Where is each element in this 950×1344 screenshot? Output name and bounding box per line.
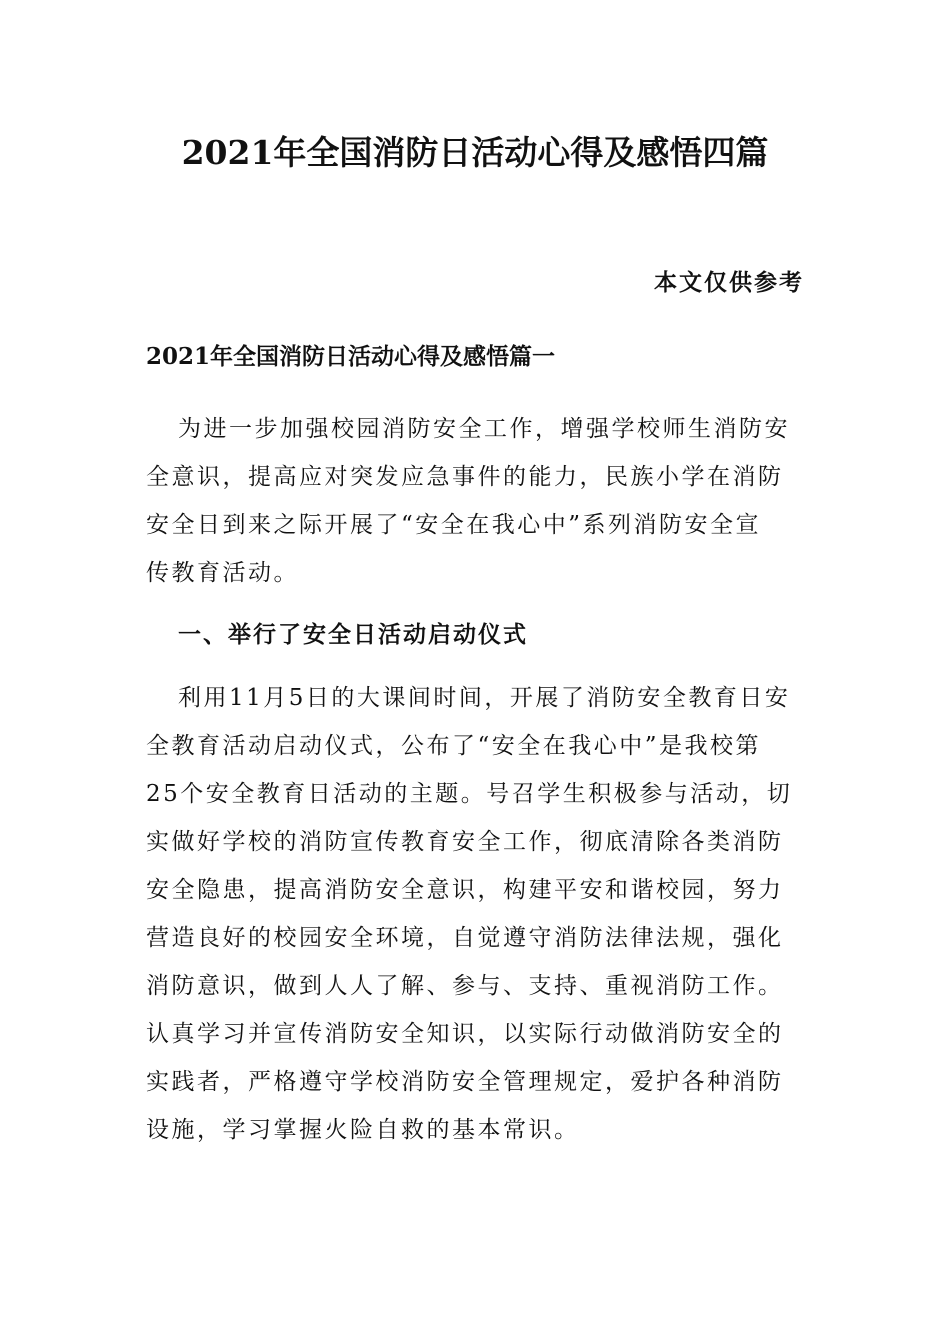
paragraph-line: 安全隐患，提高消防安全意识，构建平安和谐校园，努力 [146, 877, 784, 903]
paragraph-line: 实践者，严格遵守学校消防安全管理规定，爱护各种消防 [146, 1069, 784, 1095]
paragraph-line: 25个安全教育日活动的主题。号召学生积极参与活动，切 [146, 781, 793, 807]
paragraph-line: 设施，学习掌握火险自救的基本常识。 [146, 1117, 580, 1143]
paragraph-line: 认真学习并宣传消防安全知识，以实际行动做消防安全的 [146, 1021, 784, 1047]
article-subtitle: 2021年全国消防日活动心得及感悟篇一 [146, 343, 556, 370]
document-title: 2021年全国消防日活动心得及感悟四篇 [181, 133, 769, 172]
paragraph-line: 安全日到来之际开展了“安全在我心中”系列消防安全宣 [146, 512, 762, 538]
paragraph-line: 消防意识，做到人人了解、参与、支持、重视消防工作。 [146, 973, 784, 999]
paragraph-line: 为进一步加强校园消防安全工作，增强学校师生消防安 [178, 416, 790, 442]
paragraph-section-one [146, 674, 806, 1154]
paragraph-line: 营造良好的校园安全环境，自觉遵守消防法律法规，强化 [146, 925, 784, 951]
section-heading: 一、举行了安全日活动启动仪式 [178, 621, 528, 648]
reference-note: 本文仅供参考 [654, 269, 804, 296]
paragraph-line: 传教育活动。 [146, 560, 299, 586]
paragraph-line: 实做好学校的消防宣传教育安全工作，彻底清除各类消防 [146, 829, 784, 855]
paragraph-intro [146, 405, 806, 597]
paragraph-line: 全意识，提高应对突发应急事件的能力，民族小学在消防 [146, 464, 784, 490]
paragraph-line: 利用11月5日的大课间时间，开展了消防安全教育日安 [178, 685, 791, 711]
paragraph-line: 全教育活动启动仪式，公布了“安全在我心中”是我校第 [146, 733, 762, 759]
